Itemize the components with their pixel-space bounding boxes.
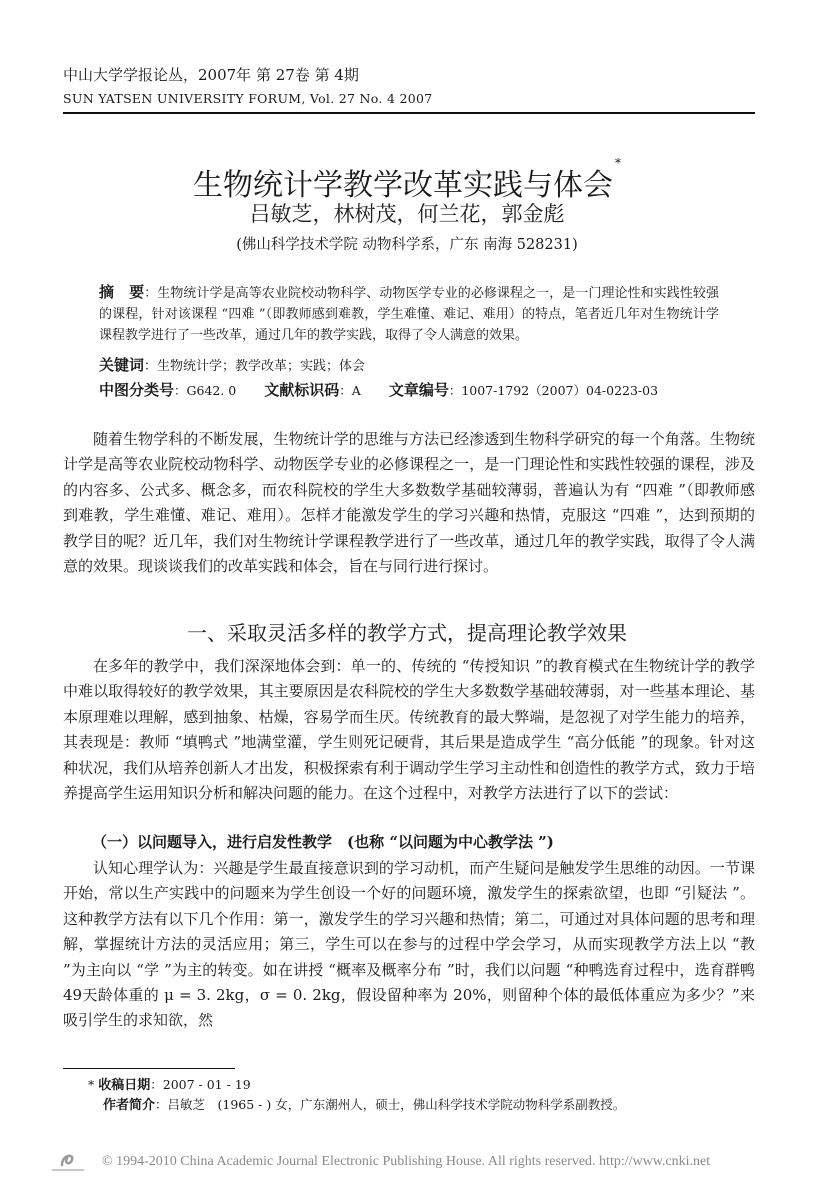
- clc-value: ：G642. 0: [174, 383, 237, 398]
- footnote-received: [88, 1074, 251, 1093]
- keywords: [99, 355, 365, 377]
- cnki-logo-icon: [48, 1145, 88, 1175]
- section-heading-1: 一、采取灵活多样的教学方式，提高理论教学效果: [187, 621, 627, 645]
- body-paragraph-3: 认知心理学认为：兴趣是学生最直接意识到的学习动机，而产生疑问是触发学生思维的动因。一节课开始，常以生产实践中的问题来为学生创设一个好的问题环境，激发学生的探索欲望，也即 “引疑法 ”。这种教学方法有以下几个作用：第一，激发学生的学习兴趣和热情；第二，可通过对具体问题的思考和理解，掌握统计方法的灵活应用；第三，学生可以在参与的过程中学会学习，从而实现教学方法上以 “教 ”为主向以 “学 ”为主的转变。如在讲授 “概率及概率分布 ”时，我们以问题 “种鸭选育过程中，选育群鸭 49天龄体重的 μ = 3. 2kg，σ = 0. 2kg，假设留种率为 20%，则留种个体的最低体重应为多少？”来吸引学生的求知欲，然: [63, 859, 755, 1030]
- body-paragraph-2: 在多年的教学中，我们深深地体会到：单一的、传统的 “传授知识 ”的教育模式在生物统计学的教学中难以取得较好的教学效果，其主要原因是农科院校的学生大多数数学基础较薄弱，对一些基本理论、基本原理难以理解，感到抽象、枯燥，容易学而生厌。传统教育的最大弊端，是忽视了对学生能力的培养，其表现是：教师 “填鸭式 ”地满堂灌，学生则死记硬背，其后果是造成学生 “高分低能 ”的现象。针对这种状况，我们从培养创新人才出发，积极探索有利于调动学生学习主动性和创造性的教学方式，致力于培养提高学生运用知识分析和解决问题的能力。在这个过程中，对教学方法进行了以下的尝试：: [63, 657, 755, 803]
- header-rule: [63, 112, 755, 114]
- doc-code-label: 文献标识码: [264, 381, 340, 399]
- title-footnote-mark: *: [615, 156, 621, 170]
- title-text: 生物统计学教学改革实践与体会: [193, 168, 613, 203]
- doc-code-value: ：A: [339, 383, 361, 398]
- article-id-value: ：1007-1792（2007）04-0223-03: [448, 383, 659, 398]
- footnote-rule: [63, 1068, 235, 1069]
- abstract-text: ：生物统计学是高等农业院校动物科学、动物医学专业的必修课程之一，是一门理论性和实践性较强的课程，针对该课程 “四难 ”（即教师感到难教，学生难懂、难记、难用）的特点，笔者近几年对生物统计学课程教学进行了一些改革，通过几年的教学实践，取得了令人满意的效果。: [99, 286, 719, 343]
- author-bio-label: 作者简介: [103, 1098, 156, 1113]
- classification-line: [99, 380, 658, 401]
- received-label: 收稿日期: [98, 1078, 151, 1093]
- received-date: ：2007 - 01 - 19: [150, 1077, 251, 1092]
- journal-header-cn: 中山大学学报论丛，2007年 第 27卷 第 4期: [63, 66, 359, 84]
- abstract: [99, 282, 719, 346]
- keywords-label: 关键词: [99, 356, 145, 374]
- article-affiliation: (佛山科学技术学院 动物科学系，广东 南海 528231): [236, 237, 578, 253]
- keywords-text: ：生物统计学；教学改革；实践；体会: [144, 359, 366, 374]
- clc-label: 中图分类号: [99, 381, 175, 399]
- body-paragraph-1: 随着生物学科的不断发展，生物统计学的思维与方法已经渗透到生物科学研究的每一个角落。生物统计学是高等农业院校动物科学、动物医学专业的必修课程之一，是一门理论性和实践性较强的课程，涉及的内容多、公式多、概念多，而农科院校的学生大多数数学基础较薄弱，普遍认为有 “四难 ”（即教师感到难教，学生难懂、难记、难用）。怎样才能激发学生的学习兴趣和热情，克服这 “四难 ”，达到预期的教学目的呢？近几年，我们对生物统计学课程教学进行了一些改革，通过几年的教学实践，取得了令人满意的效果。现谈谈我们的改革实践和体会，旨在与同行进行探讨。: [63, 430, 755, 576]
- copyright-footer: © 1994-2010 China Academic Journal Electronic Publishing House. All rights reserved. http://www.cnki.net: [102, 1154, 711, 1169]
- journal-header-en: SUN YATSEN UNIVERSITY FORUM, Vol. 27 No. 4 2007: [63, 91, 433, 106]
- subsection-heading-1: （一）以问题导入，进行启发性教学 (也称 “以问题为中心教学法 ”): [92, 833, 554, 851]
- author-bio-text: ：吕敏芝 (1965 - ) 女，广东潮州人，硕士，佛山科学技术学院动物科学系副教授。: [155, 1097, 626, 1112]
- footnote-mark: *: [88, 1077, 95, 1092]
- article-id-label: 文章编号: [388, 381, 449, 399]
- abstract-label: 摘 要: [99, 283, 145, 301]
- footnote-author: [103, 1094, 625, 1113]
- article-authors: 吕敏芝，林树茂，何兰花，郭金彪: [249, 202, 565, 226]
